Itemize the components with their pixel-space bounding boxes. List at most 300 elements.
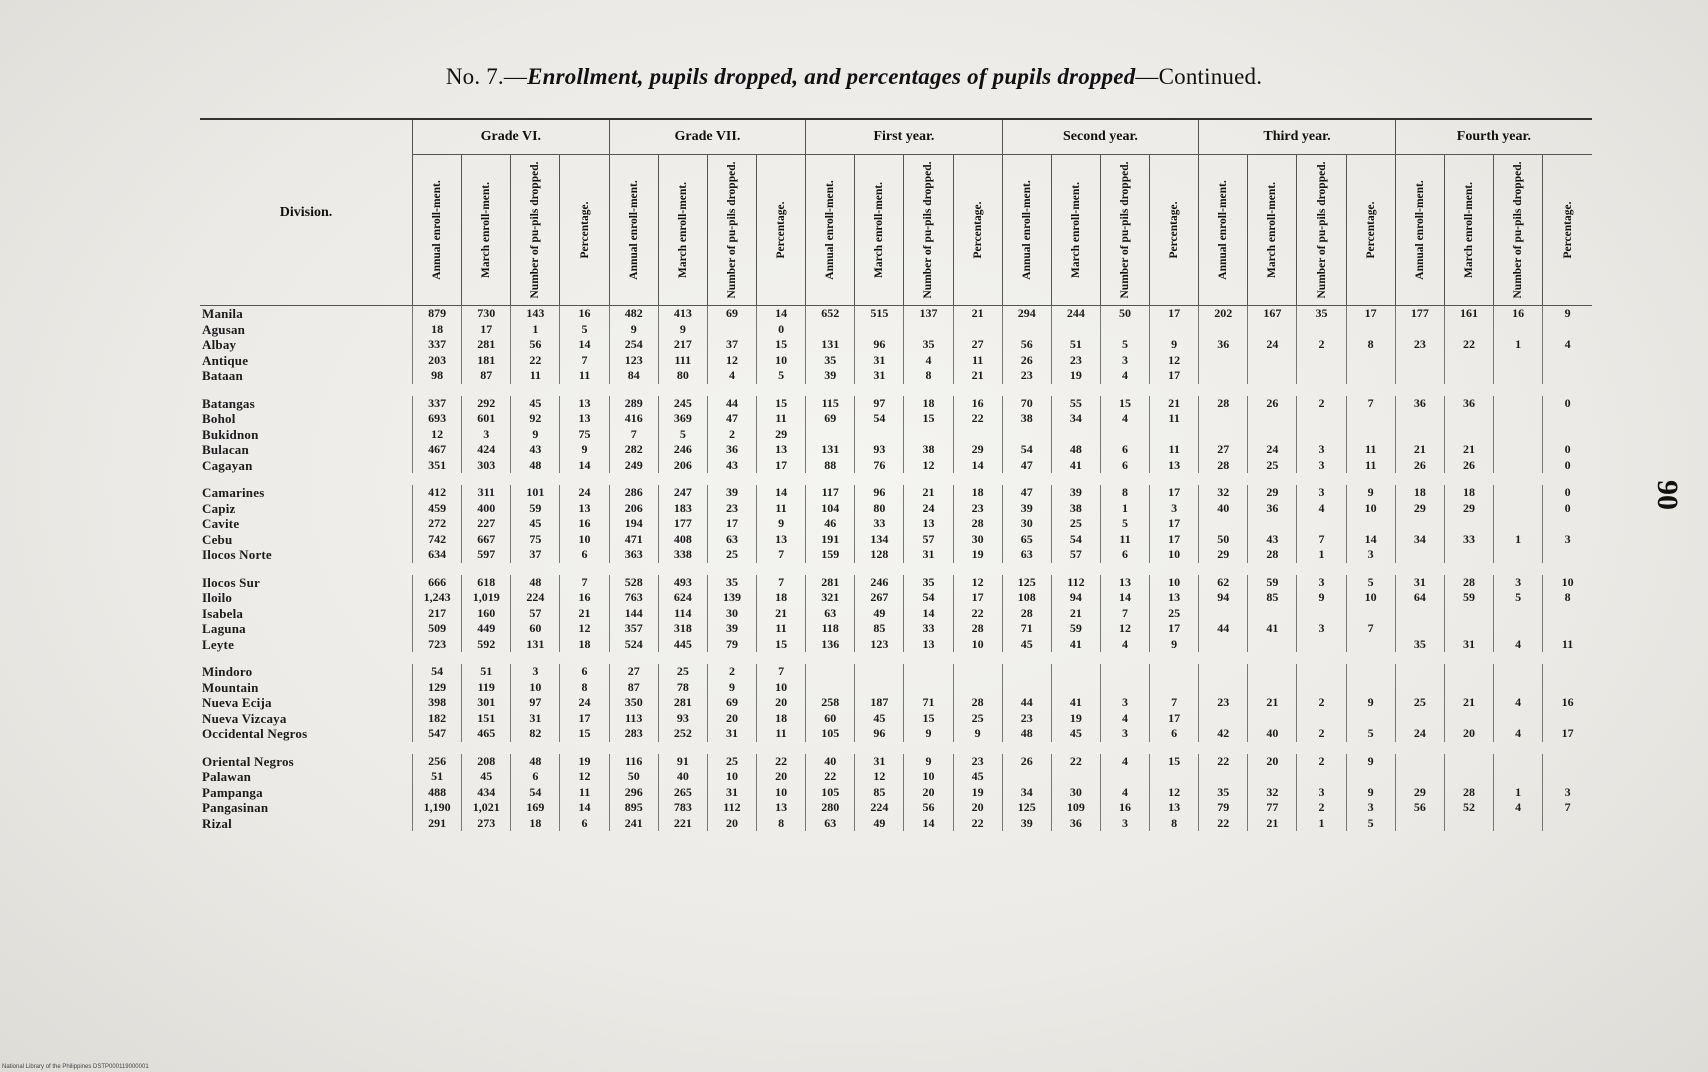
value-cell: 13 <box>757 532 806 548</box>
value-cell: 18 <box>1444 485 1493 501</box>
value-cell: 17 <box>560 711 609 727</box>
value-cell: 9 <box>1346 695 1395 711</box>
value-cell: 128 <box>855 547 904 563</box>
value-cell: 18 <box>1395 485 1444 501</box>
group-header-first-year: First year. <box>806 119 1003 155</box>
value-cell: 80 <box>855 501 904 517</box>
value-cell <box>1543 516 1592 532</box>
value-cell: 1,019 <box>462 590 511 606</box>
table-row <box>200 485 1592 501</box>
value-cell: 3 <box>1543 785 1592 801</box>
value-cell: 624 <box>658 590 707 606</box>
value-cell: 43 <box>707 458 756 474</box>
value-cell: 85 <box>855 785 904 801</box>
value-cell: 283 <box>609 726 658 742</box>
table-row <box>200 532 1592 548</box>
value-cell: 21 <box>1395 442 1444 458</box>
value-cell <box>1543 680 1592 696</box>
value-cell: 369 <box>658 411 707 427</box>
value-cell: 77 <box>1248 800 1297 816</box>
value-cell <box>1395 516 1444 532</box>
value-cell <box>1395 322 1444 338</box>
value-cell: 11 <box>560 368 609 384</box>
value-cell: 5 <box>1346 726 1395 742</box>
value-cell: 8 <box>560 680 609 696</box>
value-cell: 14 <box>560 337 609 353</box>
value-cell <box>1543 322 1592 338</box>
value-cell: 357 <box>609 621 658 637</box>
value-cell: 303 <box>462 458 511 474</box>
value-cell <box>1444 680 1493 696</box>
value-cell: 10 <box>1346 590 1395 606</box>
value-cell: 6 <box>560 664 609 680</box>
value-cell: 4 <box>1543 337 1592 353</box>
value-cell: 25 <box>707 547 756 563</box>
value-cell <box>1051 664 1100 680</box>
value-cell: 36 <box>1395 396 1444 412</box>
table-row <box>200 396 1592 412</box>
value-cell <box>904 322 953 338</box>
value-cell <box>1395 547 1444 563</box>
spacer-cell <box>200 563 1592 575</box>
value-cell: 35 <box>1297 306 1346 322</box>
value-cell: 28 <box>953 695 1002 711</box>
value-cell: 21 <box>1444 442 1493 458</box>
value-cell: 46 <box>806 516 855 532</box>
value-cell: 101 <box>511 485 560 501</box>
value-cell <box>1150 427 1199 443</box>
value-cell: 272 <box>413 516 462 532</box>
value-cell: 29 <box>757 427 806 443</box>
value-cell: 400 <box>462 501 511 517</box>
value-cell: 119 <box>462 680 511 696</box>
value-cell <box>1150 680 1199 696</box>
value-cell: 10 <box>757 785 806 801</box>
value-cell: 6 <box>560 816 609 832</box>
value-cell: 94 <box>1051 590 1100 606</box>
value-cell: 50 <box>609 769 658 785</box>
value-cell <box>1297 353 1346 369</box>
value-cell <box>1543 427 1592 443</box>
value-cell: 18 <box>560 637 609 653</box>
value-cell <box>1199 322 1248 338</box>
value-cell <box>1297 664 1346 680</box>
title-suffix: —Continued. <box>1135 64 1263 89</box>
table-row <box>200 590 1592 606</box>
value-cell: 191 <box>806 532 855 548</box>
subheader-pupils-dropped <box>1100 155 1149 306</box>
value-cell: 23 <box>1199 695 1248 711</box>
value-cell: 13 <box>1150 458 1199 474</box>
value-cell: 1 <box>511 322 560 338</box>
value-cell: 2 <box>707 427 756 443</box>
value-cell: 10 <box>904 769 953 785</box>
value-cell <box>1444 664 1493 680</box>
value-cell: 3 <box>1297 575 1346 591</box>
value-cell: 7 <box>1297 532 1346 548</box>
value-cell <box>1543 816 1592 832</box>
value-cell <box>1395 769 1444 785</box>
value-cell: 291 <box>413 816 462 832</box>
value-cell <box>1444 516 1493 532</box>
value-cell: 79 <box>707 637 756 653</box>
table-row <box>200 606 1592 622</box>
value-cell: 618 <box>462 575 511 591</box>
value-cell: 13 <box>904 637 953 653</box>
value-cell: 161 <box>1444 306 1493 322</box>
value-cell: 123 <box>855 637 904 653</box>
value-cell <box>1297 411 1346 427</box>
value-cell: 318 <box>658 621 707 637</box>
value-cell: 108 <box>1002 590 1051 606</box>
value-cell: 47 <box>1002 485 1051 501</box>
value-cell: 11 <box>1543 637 1592 653</box>
value-cell: 6 <box>1100 547 1149 563</box>
value-cell: 217 <box>658 337 707 353</box>
value-cell: 9 <box>757 516 806 532</box>
value-cell: 7 <box>757 664 806 680</box>
value-cell: 11 <box>1100 532 1149 548</box>
value-cell: 111 <box>658 353 707 369</box>
value-cell: 11 <box>757 726 806 742</box>
value-cell: 40 <box>806 754 855 770</box>
table-row <box>200 800 1592 816</box>
value-cell: 14 <box>904 606 953 622</box>
value-cell: 4 <box>1100 785 1149 801</box>
value-cell: 592 <box>462 637 511 653</box>
division-name: Nueva Ecija <box>202 695 272 711</box>
value-cell <box>1346 353 1395 369</box>
subheader-pupils-dropped <box>1297 155 1346 306</box>
value-cell: 6 <box>1150 726 1199 742</box>
value-cell: 113 <box>609 711 658 727</box>
value-cell: 252 <box>658 726 707 742</box>
value-cell <box>1248 769 1297 785</box>
value-cell: 246 <box>855 575 904 591</box>
value-cell: 20 <box>707 711 756 727</box>
value-cell: 15 <box>904 411 953 427</box>
value-cell: 7 <box>1346 396 1395 412</box>
value-cell: 14 <box>560 800 609 816</box>
value-cell: 20 <box>757 695 806 711</box>
spacer-cell <box>200 742 1592 754</box>
value-cell: 49 <box>855 606 904 622</box>
value-cell: 117 <box>806 485 855 501</box>
value-cell: 97 <box>511 695 560 711</box>
division-name: Leyte <box>202 636 235 652</box>
value-cell: 14 <box>1100 590 1149 606</box>
value-cell: 7 <box>1543 800 1592 816</box>
value-cell: 70 <box>1002 396 1051 412</box>
value-cell: 2 <box>1297 726 1346 742</box>
division-name: Bulacan <box>202 442 249 458</box>
value-cell <box>1297 769 1346 785</box>
value-cell: 666 <box>413 575 462 591</box>
subheader-label: Percentage. <box>1561 201 1574 259</box>
value-cell: 47 <box>1002 458 1051 474</box>
subheader-march-enrollment <box>1248 155 1297 306</box>
value-cell: 37 <box>511 547 560 563</box>
value-cell: 7 <box>757 575 806 591</box>
value-cell: 13 <box>757 442 806 458</box>
value-cell: 24 <box>1248 337 1297 353</box>
table-row <box>200 411 1592 427</box>
value-cell: 104 <box>806 501 855 517</box>
value-cell: 24 <box>560 695 609 711</box>
division-name: Ilocos Sur <box>202 574 260 590</box>
value-cell <box>1395 606 1444 622</box>
value-cell <box>1248 606 1297 622</box>
division-name: Iloilo <box>202 590 233 606</box>
value-cell: 45 <box>511 396 560 412</box>
value-cell: 84 <box>609 368 658 384</box>
value-cell: 350 <box>609 695 658 711</box>
value-cell: 7 <box>1100 606 1149 622</box>
value-cell: 763 <box>609 590 658 606</box>
value-cell: 12 <box>560 621 609 637</box>
value-cell <box>1395 754 1444 770</box>
subheader-label: March enroll-ment. <box>873 181 886 279</box>
value-cell: 1 <box>1494 785 1543 801</box>
value-cell: 44 <box>1002 695 1051 711</box>
value-cell <box>1346 680 1395 696</box>
group-header-grade-vi: Grade VI. <box>413 119 610 155</box>
value-cell: 129 <box>413 680 462 696</box>
value-cell: 5 <box>1100 516 1149 532</box>
table-row <box>200 816 1592 832</box>
value-cell <box>1444 816 1493 832</box>
value-cell <box>953 427 1002 443</box>
value-cell: 434 <box>462 785 511 801</box>
value-cell: 7 <box>1346 621 1395 637</box>
value-cell: 244 <box>1051 306 1100 322</box>
value-cell: 338 <box>658 547 707 563</box>
value-cell: 48 <box>511 754 560 770</box>
value-cell <box>1494 664 1543 680</box>
value-cell <box>1100 769 1149 785</box>
value-cell: 465 <box>462 726 511 742</box>
division-name: Bukidnon <box>202 426 259 442</box>
value-cell: 11 <box>953 353 1002 369</box>
value-cell: 493 <box>658 575 707 591</box>
value-cell <box>1150 664 1199 680</box>
value-cell: 8 <box>1150 816 1199 832</box>
value-cell: 17 <box>1543 726 1592 742</box>
value-cell: 13 <box>904 516 953 532</box>
value-cell <box>1494 485 1543 501</box>
value-cell: 23 <box>1002 368 1051 384</box>
value-cell: 54 <box>511 785 560 801</box>
value-cell: 296 <box>609 785 658 801</box>
value-cell <box>1494 427 1543 443</box>
value-cell: 19 <box>953 785 1002 801</box>
value-cell: 51 <box>413 769 462 785</box>
value-cell <box>1248 680 1297 696</box>
value-cell: 9 <box>609 322 658 338</box>
value-cell: 4 <box>1494 800 1543 816</box>
value-cell: 9 <box>1150 337 1199 353</box>
value-cell: 16 <box>1543 695 1592 711</box>
value-cell <box>1297 711 1346 727</box>
value-cell: 0 <box>1543 485 1592 501</box>
value-cell <box>1444 606 1493 622</box>
value-cell <box>1543 711 1592 727</box>
value-cell <box>1494 680 1543 696</box>
value-cell: 202 <box>1199 306 1248 322</box>
value-cell: 94 <box>1199 590 1248 606</box>
subheader-annual-enrollment <box>1395 155 1444 306</box>
footer-credit: National Library of the Philippines DSTP000119000001 <box>2 1064 149 1070</box>
value-cell <box>1494 501 1543 517</box>
value-cell: 13 <box>757 800 806 816</box>
value-cell: 55 <box>1051 396 1100 412</box>
division-name: Laguna <box>202 621 246 637</box>
value-cell <box>1199 353 1248 369</box>
value-cell: 10 <box>1150 547 1199 563</box>
value-cell <box>855 427 904 443</box>
division-name: Pangasinan <box>202 800 269 816</box>
value-cell: 15 <box>560 726 609 742</box>
spacer-row <box>200 563 1592 575</box>
value-cell: 96 <box>855 337 904 353</box>
value-cell: 28 <box>1002 606 1051 622</box>
value-cell: 187 <box>855 695 904 711</box>
value-cell: 18 <box>511 816 560 832</box>
value-cell: 19 <box>953 547 1002 563</box>
value-cell: 28 <box>1444 785 1493 801</box>
value-cell: 4 <box>1494 637 1543 653</box>
value-cell: 8 <box>1543 590 1592 606</box>
spacer-row <box>200 742 1592 754</box>
value-cell: 131 <box>806 442 855 458</box>
value-cell: 31 <box>707 785 756 801</box>
value-cell: 9 <box>1346 485 1395 501</box>
value-cell <box>1543 621 1592 637</box>
value-cell: 169 <box>511 800 560 816</box>
value-cell: 91 <box>658 754 707 770</box>
value-cell: 22 <box>953 606 1002 622</box>
value-cell <box>1002 322 1051 338</box>
value-cell <box>1346 711 1395 727</box>
value-cell: 97 <box>855 396 904 412</box>
value-cell: 14 <box>757 485 806 501</box>
spacer-cell <box>200 473 1592 485</box>
value-cell: 254 <box>609 337 658 353</box>
value-cell: 3 <box>1297 442 1346 458</box>
value-cell: 13 <box>560 396 609 412</box>
value-cell: 11 <box>757 621 806 637</box>
value-cell: 21 <box>1051 606 1100 622</box>
value-cell: 2 <box>1297 800 1346 816</box>
value-cell: 2 <box>707 664 756 680</box>
value-cell: 3 <box>1100 726 1149 742</box>
value-cell: 43 <box>511 442 560 458</box>
division-name: Agusan <box>202 321 246 337</box>
value-cell: 8 <box>1100 485 1149 501</box>
value-cell: 36 <box>1051 816 1100 832</box>
value-cell: 22 <box>757 754 806 770</box>
value-cell: 18 <box>757 711 806 727</box>
value-cell: 13 <box>560 501 609 517</box>
value-cell: 10 <box>757 680 806 696</box>
value-cell: 38 <box>1051 501 1100 517</box>
value-cell <box>1494 754 1543 770</box>
value-cell: 25 <box>1051 516 1100 532</box>
value-cell: 151 <box>462 711 511 727</box>
value-cell: 23 <box>953 754 1002 770</box>
value-cell: 24 <box>904 501 953 517</box>
value-cell: 3 <box>1346 800 1395 816</box>
value-cell <box>1346 664 1395 680</box>
value-cell <box>1051 322 1100 338</box>
value-cell <box>1002 680 1051 696</box>
value-cell <box>1543 353 1592 369</box>
value-cell <box>1248 353 1297 369</box>
value-cell: 273 <box>462 816 511 832</box>
value-cell: 11 <box>1150 411 1199 427</box>
value-cell: 125 <box>1002 800 1051 816</box>
subheader-label: Number of pu-pils dropped. <box>1512 161 1525 299</box>
value-cell: 45 <box>462 769 511 785</box>
value-cell: 85 <box>855 621 904 637</box>
value-cell <box>1346 368 1395 384</box>
value-cell: 30 <box>953 532 1002 548</box>
value-cell: 19 <box>560 754 609 770</box>
value-cell: 50 <box>1199 532 1248 548</box>
value-cell: 41 <box>1248 621 1297 637</box>
value-cell <box>1199 516 1248 532</box>
value-cell: 601 <box>462 411 511 427</box>
value-cell <box>1494 411 1543 427</box>
division-name: Bataan <box>202 368 243 384</box>
value-cell: 482 <box>609 306 658 322</box>
value-cell: 12 <box>904 458 953 474</box>
value-cell <box>1199 637 1248 653</box>
value-cell: 5 <box>1346 816 1395 832</box>
subheader-annual-enrollment <box>413 155 462 306</box>
value-cell <box>1100 680 1149 696</box>
value-cell: 143 <box>511 306 560 322</box>
value-cell: 4 <box>1494 695 1543 711</box>
value-cell <box>1543 606 1592 622</box>
value-cell: 12 <box>1150 353 1199 369</box>
value-cell: 98 <box>413 368 462 384</box>
table-row <box>200 353 1592 369</box>
value-cell <box>1297 516 1346 532</box>
value-cell: 13 <box>1150 800 1199 816</box>
value-cell: 15 <box>1150 754 1199 770</box>
value-cell <box>806 322 855 338</box>
value-cell: 12 <box>413 427 462 443</box>
spacer-cell <box>200 384 1592 396</box>
value-cell: 15 <box>904 711 953 727</box>
value-cell: 80 <box>658 368 707 384</box>
value-cell: 265 <box>658 785 707 801</box>
value-cell <box>1444 769 1493 785</box>
value-cell: 311 <box>462 485 511 501</box>
value-cell: 28 <box>1199 396 1248 412</box>
value-cell: 3 <box>1100 353 1149 369</box>
value-cell: 22 <box>1051 754 1100 770</box>
table-row <box>200 621 1592 637</box>
value-cell: 0 <box>1543 396 1592 412</box>
value-cell <box>1494 769 1543 785</box>
value-cell: 20 <box>1444 726 1493 742</box>
value-cell: 160 <box>462 606 511 622</box>
value-cell: 3 <box>1100 695 1149 711</box>
value-cell: 33 <box>904 621 953 637</box>
value-cell: 39 <box>1051 485 1100 501</box>
